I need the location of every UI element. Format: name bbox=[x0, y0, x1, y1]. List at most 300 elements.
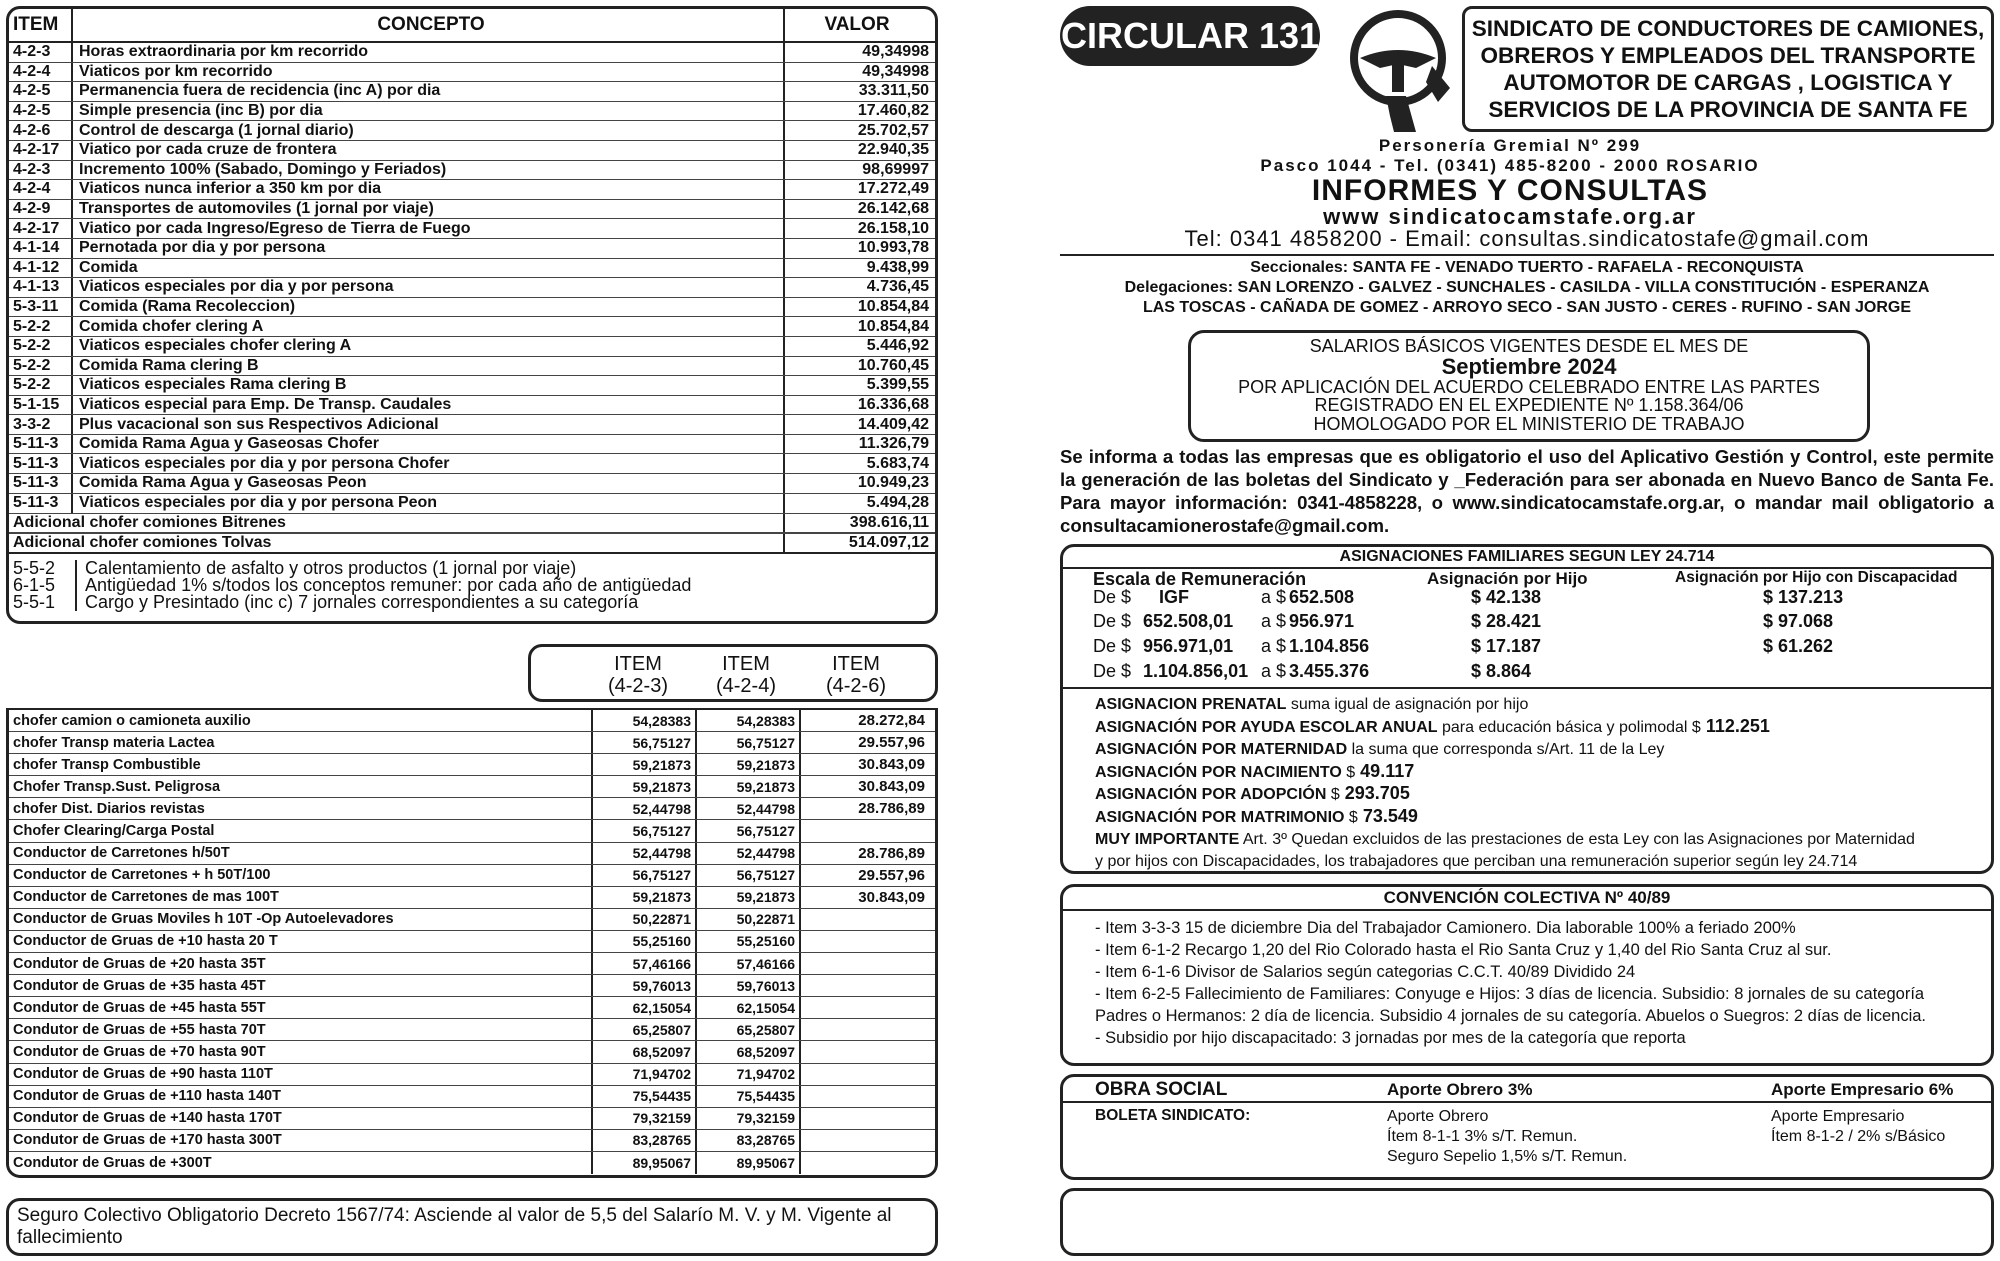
row-concepto: Viaticos especiales Rama clering B bbox=[73, 376, 785, 395]
row-item: 5-11-3 bbox=[9, 494, 73, 514]
rate-name: chofer Transp materia Lactea bbox=[9, 732, 593, 753]
salarios-line: SALARIOS BÁSICOS VIGENTES DESDE EL MES DE bbox=[1309, 336, 1749, 356]
rate-4-2-3: 89,95067 bbox=[593, 1152, 697, 1174]
rate-4-2-4: 54,28383 bbox=[697, 710, 801, 731]
rate-4-2-4: 83,28765 bbox=[697, 1130, 801, 1151]
union-name-box bbox=[1462, 6, 1994, 132]
convencion-line: - Item 6-1-6 Divisor de Salarios según categorias C.C.T. 40/89 Dividido 24 bbox=[1095, 963, 1636, 981]
row-concepto: Viatico por cada cruze de frontera bbox=[73, 141, 785, 160]
row-concepto: Comida chofer clering A bbox=[73, 317, 785, 336]
salarios-line: REGISTRADO EN EL EXPEDIENTE Nº 1.158.364/06 bbox=[1314, 395, 1744, 415]
item-code: (4-2-3) bbox=[607, 675, 668, 697]
asignacion-item bbox=[1095, 738, 1915, 761]
asignacion-text: $ bbox=[1326, 786, 1340, 803]
obra-line: Ítem 8-1-1 3% s/T. Remun. bbox=[1387, 1128, 1578, 1145]
row-valor: 11.326,79 bbox=[858, 435, 929, 453]
table-row bbox=[9, 180, 935, 200]
table-row bbox=[9, 732, 935, 754]
escala-a: a $ bbox=[1261, 661, 1287, 681]
rate-4-2-6: 30.843,09 bbox=[858, 778, 925, 796]
rate-name: Conductor de Carretones + h 50T/100 bbox=[9, 865, 593, 886]
wide-rows bbox=[9, 513, 935, 552]
rate-4-2-6: 30.843,09 bbox=[858, 756, 925, 774]
row-item: 4-2-4 bbox=[9, 63, 73, 82]
table-row bbox=[9, 454, 935, 474]
convencion-line: - Subsidio por hijo discapacitado: 3 jornadas por mes de la categoría que reporta bbox=[1095, 1029, 1686, 1047]
escala-to: 1.104.856 bbox=[1289, 636, 1370, 656]
table-row bbox=[9, 141, 935, 161]
row-item: 5-1-15 bbox=[9, 396, 73, 415]
table-row bbox=[9, 820, 935, 842]
rate-4-2-4: 59,21873 bbox=[697, 776, 801, 797]
rate-name: chofer camion o camioneta auxilio bbox=[9, 710, 593, 731]
union-line: OBREROS Y EMPLEADOS DEL TRANSPORTE bbox=[1480, 43, 1976, 68]
table-row bbox=[9, 200, 935, 220]
table-row bbox=[9, 975, 935, 997]
rate-4-2-3: 52,44798 bbox=[593, 843, 697, 864]
asig-hijo: $ 8.864 bbox=[1471, 661, 1532, 681]
steering-wheel-logo-icon bbox=[1346, 6, 1456, 136]
table-row bbox=[9, 239, 935, 259]
row-concepto: Viaticos especial para Emp. De Transp. Caudales bbox=[73, 396, 785, 415]
rate-4-2-6 bbox=[801, 1130, 931, 1151]
seccionales: Seccionales: SANTA FE - VENADO TUERTO - RAFAELA - RECONQUISTA bbox=[1250, 259, 1804, 276]
asignacion-last-line: y por hijos con Discapacidades, los trabajadores que perciban una remuneración superior según ley 24.714 bbox=[1095, 852, 1858, 870]
header-divider bbox=[1060, 254, 1994, 256]
asignacion-value: 112.251 bbox=[1700, 715, 1770, 736]
rate-4-2-4: 79,32159 bbox=[697, 1108, 801, 1129]
asignacion-label: MUY IMPORTANTE bbox=[1095, 831, 1240, 848]
escala-from: 652.508,01 bbox=[1143, 611, 1234, 631]
asignacion-value: 49.117 bbox=[1355, 760, 1415, 781]
table-row bbox=[9, 1108, 935, 1130]
col-escala: Escala de Remuneración bbox=[1093, 569, 1307, 589]
rate-name: Condutor de Gruas de +90 hasta 110T bbox=[9, 1064, 593, 1085]
row-valor: 49,34998 bbox=[862, 43, 929, 61]
row-valor: 98,69997 bbox=[862, 160, 929, 178]
table-row bbox=[9, 513, 935, 533]
union-line: SINDICATO DE CONDUCTORES DE CAMIONES, bbox=[1471, 16, 1985, 41]
notes-texts bbox=[77, 560, 691, 611]
row-item: 5-2-2 bbox=[9, 357, 73, 376]
rate-4-2-6 bbox=[801, 909, 931, 930]
escala-de: De $ bbox=[1093, 661, 1132, 681]
rate-name: Condutor de Gruas de +70 hasta 90T bbox=[9, 1041, 593, 1062]
table-row bbox=[9, 278, 935, 298]
row-valor: 4.736,45 bbox=[866, 278, 929, 296]
table-row bbox=[9, 1041, 935, 1063]
asignacion-item bbox=[1095, 716, 1915, 739]
asignacion-value: 73.549 bbox=[1357, 805, 1418, 826]
row-valor: 25.702,57 bbox=[857, 121, 929, 139]
table-row bbox=[9, 997, 935, 1019]
escala-from: IGF bbox=[1159, 587, 1189, 607]
rate-4-2-6 bbox=[801, 975, 931, 996]
rate-4-2-6 bbox=[801, 1152, 931, 1174]
asignacion-text: Art. 3º Quedan excluidos de las prestaciones de esta Ley con las Asignaciones por Maternidad bbox=[1239, 831, 1915, 848]
header-item: ITEM bbox=[9, 9, 73, 41]
row-concepto: Viaticos nunca inferior a 350 km por dia bbox=[73, 180, 785, 199]
table-row bbox=[9, 754, 935, 776]
table-row bbox=[9, 1064, 935, 1086]
rate-4-2-4: 50,22871 bbox=[697, 909, 801, 930]
convencion-title: CONVENCIÓN COLECTIVA Nº 40/89 bbox=[1063, 887, 1991, 911]
note-text: Antigüedad 1% s/todos los conceptos remuner: por cada año de antigüedad bbox=[85, 575, 692, 596]
delegaciones-1: Delegaciones: SAN LORENZO - GALVEZ - SUNCHALES - CASILDA - VILLA CONSTITUCIÓN - ESPERANZA bbox=[1124, 279, 1930, 296]
asignacion-label: ASIGNACIÓN POR ADOPCIÓN bbox=[1095, 786, 1327, 803]
item-header-col bbox=[691, 653, 801, 697]
row-item: 4-1-13 bbox=[9, 278, 73, 297]
table-row bbox=[9, 219, 935, 239]
asig-hijo: $ 28.421 bbox=[1471, 611, 1542, 631]
escala-de: De $ bbox=[1093, 636, 1132, 656]
obra-col-1 bbox=[1387, 1107, 1627, 1167]
row-item: 4-1-12 bbox=[9, 259, 73, 278]
table-row bbox=[9, 533, 935, 553]
asignacion-label: ASIGNACIÓN POR NACIMIENTO bbox=[1095, 763, 1342, 781]
table-row bbox=[9, 474, 935, 494]
row-concepto: Viaticos especiales por dia y por persona Chofer bbox=[73, 454, 785, 473]
row-concepto: Comida Rama clering B bbox=[73, 357, 785, 376]
row-valor: 17.460,82 bbox=[857, 102, 929, 120]
escala-to: 956.971 bbox=[1289, 611, 1355, 631]
row-concepto: Viatico por cada Ingreso/Egreso de Tierra de Fuego bbox=[73, 219, 785, 238]
rate-4-2-4: 71,94702 bbox=[697, 1064, 801, 1085]
escala-a: a $ bbox=[1261, 636, 1287, 656]
rate-name: chofer Dist. Diarios revistas bbox=[9, 798, 593, 819]
blank-box bbox=[1060, 1188, 1994, 1256]
table-row bbox=[9, 396, 935, 416]
table-row bbox=[9, 43, 935, 63]
obra-line: Seguro Sepelio 1,5% s/T. Remun. bbox=[1387, 1148, 1628, 1165]
row-item: 4-2-17 bbox=[9, 219, 73, 238]
rate-name: Condutor de Gruas de +45 hasta 55T bbox=[9, 997, 593, 1018]
website: www sindicatocamstafe.org.ar bbox=[1323, 204, 1697, 229]
row-concepto: Permanencia fuera de recidencia (inc A) por dia bbox=[73, 82, 785, 101]
rate-4-2-3: 71,94702 bbox=[593, 1064, 697, 1085]
table-row bbox=[9, 865, 935, 887]
table-row bbox=[9, 63, 935, 83]
rate-4-2-4: 57,46166 bbox=[697, 953, 801, 974]
row-valor: 26.158,10 bbox=[857, 219, 929, 237]
rate-4-2-4: 52,44798 bbox=[697, 843, 801, 864]
note-item: 6-1-5 bbox=[13, 575, 56, 596]
escala-a: a $ bbox=[1261, 587, 1287, 607]
row-item: 4-2-9 bbox=[9, 200, 73, 219]
rate-4-2-6 bbox=[801, 953, 931, 974]
row-valor: 5.683,74 bbox=[866, 454, 929, 472]
rate-4-2-4: 59,21873 bbox=[697, 754, 801, 775]
contact-line: Tel: 0341 4858200 - Email: consultas.sindicatostafe@gmail.com bbox=[1184, 226, 1870, 251]
circular-badge: CIRCULAR 131 bbox=[1060, 6, 1320, 66]
escala-to: 3.455.376 bbox=[1289, 661, 1370, 681]
row-item: 4-2-5 bbox=[9, 82, 73, 101]
concept-table bbox=[6, 6, 938, 624]
row-valor: 26.142,68 bbox=[857, 200, 929, 218]
item-label: ITEM bbox=[832, 653, 880, 675]
row-concepto: Comida Rama Agua y Gaseosas Peon bbox=[73, 474, 785, 493]
row-concepto: Transportes de automoviles (1 jornal por viaje) bbox=[73, 200, 785, 219]
row-item: 3-3-2 bbox=[9, 415, 73, 434]
table-row bbox=[9, 494, 935, 514]
rate-name: Condutor de Gruas de +20 hasta 35T bbox=[9, 953, 593, 974]
row-concepto: Comida bbox=[73, 259, 785, 278]
row-concepto: Horas extraordinaria por km recorrido bbox=[73, 43, 785, 62]
asignacion-item bbox=[1095, 693, 1915, 716]
rate-name: Condutor de Gruas de +110 hasta 140T bbox=[9, 1086, 593, 1107]
table-row bbox=[9, 887, 935, 909]
salarios-line: POR APLICACIÓN DEL ACUERDO CELEBRADO ENTRE LAS PARTES bbox=[1238, 376, 1820, 397]
rate-4-2-3: 79,32159 bbox=[593, 1108, 697, 1129]
table-row bbox=[9, 1019, 935, 1041]
row-valor: 10.760,45 bbox=[857, 356, 929, 374]
row-item: 4-2-3 bbox=[9, 161, 73, 180]
row-valor: 10.993,78 bbox=[857, 239, 929, 257]
row-valor: 514.097,12 bbox=[848, 534, 929, 552]
table-row bbox=[9, 435, 935, 455]
rate-4-2-3: 56,75127 bbox=[593, 732, 697, 753]
col-hijo: Asignación por Hijo bbox=[1427, 569, 1588, 588]
rate-name: Conductor de Carretones de mas 100T bbox=[9, 887, 593, 908]
rate-4-2-3: 56,75127 bbox=[593, 820, 697, 841]
rate-name: Condutor de Gruas de +170 hasta 300T bbox=[9, 1130, 593, 1151]
aporte-empresario: Aporte Empresario 6% bbox=[1771, 1080, 1954, 1099]
row-concepto: Comida (Rama Recoleccion) bbox=[73, 298, 785, 317]
obra-line: Ítem 8-1-2 / 2% s/Básico bbox=[1771, 1128, 1946, 1145]
obra-col-2 bbox=[1771, 1107, 1945, 1147]
rate-name: Chofer Transp.Sust. Peligrosa bbox=[9, 776, 593, 797]
rate-4-2-6 bbox=[801, 1019, 931, 1040]
row-valor: 33.311,50 bbox=[858, 82, 929, 100]
address: Pasco 1044 - Tel. (0341) 485-8200 - 2000 ROSARIO bbox=[1260, 156, 1760, 175]
rate-4-2-3: 59,21873 bbox=[593, 776, 697, 797]
escala-a: a $ bbox=[1261, 611, 1287, 631]
asignacion-label: ASIGNACIÓN POR MATRIMONIO bbox=[1095, 808, 1345, 826]
row-item: 5-11-3 bbox=[9, 454, 73, 473]
convencion-line: - Item 3-3-3 15 de diciembre Dia del Trabajador Camionero. Dia laborable 100% a feriado 200% bbox=[1095, 919, 1796, 937]
rate-4-2-4: 68,52097 bbox=[697, 1041, 801, 1062]
asignacion-item bbox=[1095, 828, 1915, 851]
row-item: 4-2-5 bbox=[9, 102, 73, 121]
asig-disc: $ 137.213 bbox=[1763, 587, 1844, 607]
asignacion-text: $ bbox=[1344, 808, 1358, 826]
asignacion-label: ASIGNACIÓN POR AYUDA ESCOLAR ANUAL bbox=[1095, 718, 1438, 736]
item-header bbox=[528, 644, 938, 702]
asignacion-label: ASIGNACIÓN POR MATERNIDAD bbox=[1095, 741, 1348, 758]
table-row bbox=[9, 931, 935, 953]
rate-4-2-3: 54,28383 bbox=[593, 710, 697, 731]
asignacion-text: la suma que corresponda s/Art. 11 de la Ley bbox=[1347, 741, 1665, 758]
note-text: Calentamiento de asfalto y otros productos (1 jornal por viaje) bbox=[85, 558, 577, 579]
rate-4-2-3: 50,22871 bbox=[593, 909, 697, 930]
row-concepto: Simple presencia (inc B) por dia bbox=[73, 102, 785, 121]
table-row bbox=[9, 909, 935, 931]
rate-name: Chofer Clearing/Carga Postal bbox=[9, 820, 593, 841]
rate-4-2-4: 75,54435 bbox=[697, 1086, 801, 1107]
table-row bbox=[9, 82, 935, 102]
table-row bbox=[9, 776, 935, 798]
row-valor: 14.409,42 bbox=[857, 415, 929, 433]
row-concepto: Plus vacacional son sus Respectivos Adicional bbox=[73, 415, 785, 434]
asignacion-label: ASIGNACION PRENATAL bbox=[1095, 696, 1287, 713]
rate-4-2-6: 28.786,89 bbox=[858, 844, 925, 862]
obra-line: Aporte Empresario bbox=[1771, 1108, 1905, 1125]
union-line: SERVICIOS DE LA PROVINCIA DE SANTA FE bbox=[1488, 97, 1968, 122]
asignacion-text: suma igual de asignación por hijo bbox=[1286, 696, 1529, 713]
asig-disc: $ 97.068 bbox=[1763, 611, 1834, 631]
row-item: 5-2-2 bbox=[9, 337, 73, 356]
union-line: AUTOMOTOR DE CARGAS , LOGISTICA Y bbox=[1503, 70, 1953, 95]
item-code: (4-2-6) bbox=[825, 675, 886, 697]
row-valor: 22.940,35 bbox=[857, 141, 929, 159]
rate-4-2-4: 59,21873 bbox=[697, 887, 801, 908]
rate-4-2-4: 56,75127 bbox=[697, 732, 801, 753]
row-valor: 10.949,23 bbox=[857, 474, 929, 492]
obra-social-header bbox=[1063, 1077, 1991, 1103]
item-header-col bbox=[801, 653, 911, 697]
rate-name: Conductor de Gruas de +10 hasta 20 T bbox=[9, 931, 593, 952]
escala-de: De $ bbox=[1093, 587, 1132, 607]
rate-name: chofer Transp Combustible bbox=[9, 754, 593, 775]
escala-to: 652.508 bbox=[1289, 587, 1355, 607]
rate-4-2-4: 65,25807 bbox=[697, 1019, 801, 1040]
table-row bbox=[9, 337, 935, 357]
salarios-line: HOMOLOGADO POR EL MINISTERIO DE TRABAJO bbox=[1313, 413, 1745, 434]
asignaciones-list bbox=[1095, 693, 1915, 872]
convencion-box bbox=[1060, 884, 1994, 1066]
row-item: 5-11-3 bbox=[9, 435, 73, 454]
row-valor: 398.616,11 bbox=[849, 514, 929, 532]
obra-line: Aporte Obrero bbox=[1387, 1108, 1489, 1125]
row-item: 4-1-14 bbox=[9, 239, 73, 258]
table-row bbox=[9, 415, 935, 435]
rate-4-2-4: 62,15054 bbox=[697, 997, 801, 1018]
rate-4-2-4: 55,25160 bbox=[697, 931, 801, 952]
col-discapacidad: Asignación por Hijo con Discapacidad bbox=[1675, 569, 1958, 586]
header-valor: VALOR bbox=[824, 14, 890, 35]
table-row bbox=[9, 1086, 935, 1108]
rate-4-2-6: 28.786,89 bbox=[858, 800, 925, 818]
asignacion-text: para educación básica y polimodal $ bbox=[1437, 718, 1701, 736]
convencion-line: - Item 6-2-5 Fallecimiento de Familiares: Conyuge e Hijos: 3 días de licencia. Subsidio: 8 jornales de su categoría bbox=[1095, 985, 1925, 1003]
note-item: 5-5-1 bbox=[13, 592, 56, 613]
table-row bbox=[9, 376, 935, 396]
seguro-note: Seguro Colectivo Obligatorio Decreto 1567/74: Asciende al valor de 5,5 del Salarío M. V. y M. Vigente al fallecimiento bbox=[6, 1198, 938, 1256]
rate-4-2-6 bbox=[801, 1041, 931, 1062]
rate-4-2-3: 68,52097 bbox=[593, 1041, 697, 1062]
info-paragraph: Se informa a todas las empresas que es obligatorio el uso del Aplicativo Gestión y Control, este permite la generación de las boletas del Sindicato y _Federación para ser abonada en Nuevo Banco de Santa Fe. Para mayor información: 0341-4858228, o www.sindicatocamstafe.org.ar, o mandar mail obligatorio a consultacamionerostafe@gmail.com. bbox=[1060, 446, 1994, 536]
row-item: 4-2-17 bbox=[9, 141, 73, 160]
note-text: Cargo y Presintado (inc c) 7 jornales correspondientes a su categoría bbox=[85, 592, 639, 613]
row-concepto: Pernotada por dia y por persona bbox=[73, 239, 785, 258]
item-header-col bbox=[583, 653, 693, 697]
informes-title: INFORMES Y CONSULTAS bbox=[1311, 174, 1709, 207]
boleta-sindicato: BOLETA SINDICATO: bbox=[1095, 1107, 1251, 1124]
table-row bbox=[9, 710, 935, 732]
rate-4-2-6: 30.843,09 bbox=[858, 888, 925, 906]
row-valor: 49,34998 bbox=[862, 62, 929, 80]
rate-4-2-3: 55,25160 bbox=[593, 931, 697, 952]
table-row bbox=[9, 298, 935, 318]
aporte-obrero: Aporte Obrero 3% bbox=[1387, 1080, 1533, 1099]
rate-4-2-4: 89,95067 bbox=[697, 1152, 801, 1174]
convencion-line: - Item 6-1-2 Recargo 1,20 del Rio Colorado hasta el Rio Santa Cruz y 1,40 del Rio Santa Cruz al sur. bbox=[1095, 941, 1832, 959]
row-concepto: Control de descarga (1 jornal diario) bbox=[73, 121, 785, 140]
item-label: ITEM bbox=[614, 653, 662, 675]
row-concepto: Viaticos especiales chofer clering A bbox=[73, 337, 785, 356]
row-concepto: Comida Rama Agua y Gaseosas Chofer bbox=[73, 435, 785, 454]
salarios-month: Septiembre 2024 bbox=[1441, 353, 1617, 379]
concept-notes bbox=[9, 552, 935, 617]
header-concepto: CONCEPTO bbox=[73, 9, 785, 41]
row-concepto: Viaticos por km recorrido bbox=[73, 63, 785, 82]
table-row bbox=[9, 357, 935, 377]
rate-4-2-6: 29.557,96 bbox=[858, 734, 925, 752]
row-item: 5-2-2 bbox=[9, 317, 73, 336]
row-concepto: Viaticos especiales por dia y por persona bbox=[73, 278, 785, 297]
row-concepto: Adicional chofer comiones Tolvas bbox=[9, 534, 785, 553]
rate-name: Condutor de Gruas de +300T bbox=[9, 1152, 593, 1174]
asignacion-text: $ bbox=[1341, 763, 1356, 781]
table-row bbox=[9, 843, 935, 865]
notes-items bbox=[13, 560, 77, 611]
row-item: 5-2-2 bbox=[9, 376, 73, 395]
row-valor: 5.494,28 bbox=[866, 494, 929, 512]
item-label: ITEM bbox=[722, 653, 770, 675]
rate-4-2-4: 56,75127 bbox=[697, 865, 801, 886]
rate-4-2-3: 75,54435 bbox=[593, 1086, 697, 1107]
asignaciones-title: ASIGNACIONES FAMILIARES SEGUN LEY 24.714 bbox=[1063, 547, 1991, 569]
rate-4-2-4: 56,75127 bbox=[697, 820, 801, 841]
convencion-line: Padres o Hermanos: 2 día de licencia. Subsidio 4 jornales de su categoría. Abuelos o Suegros: 2 días de licencia. bbox=[1095, 1007, 1927, 1025]
rate-4-2-4: 52,44798 bbox=[697, 798, 801, 819]
table-row bbox=[9, 161, 935, 181]
union-name bbox=[1472, 15, 1985, 123]
rate-4-2-6 bbox=[801, 997, 931, 1018]
table-row bbox=[9, 102, 935, 122]
table-row bbox=[9, 259, 935, 279]
row-concepto: Incremento 100% (Sabado, Domingo y Feriados) bbox=[73, 161, 785, 180]
rate-name: Condutor de Gruas de +140 hasta 170T bbox=[9, 1108, 593, 1129]
table-row bbox=[9, 1152, 935, 1174]
asignaciones-box bbox=[1060, 544, 1994, 874]
row-valor: 17.272,49 bbox=[857, 180, 929, 198]
row-valor: 10.854,84 bbox=[857, 317, 929, 335]
item-code: (4-2-4) bbox=[715, 675, 776, 697]
row-concepto: Adicional chofer comiones Bitrenes bbox=[9, 514, 785, 532]
row-valor: 5.399,55 bbox=[866, 376, 929, 394]
salarios-box bbox=[1188, 330, 1870, 442]
row-valor: 10.854,84 bbox=[857, 298, 929, 316]
escala-from: 1.104.856,01 bbox=[1143, 661, 1249, 681]
table-row bbox=[9, 953, 935, 975]
row-item: 4-2-6 bbox=[9, 121, 73, 140]
rate-4-2-3: 56,75127 bbox=[593, 865, 697, 886]
concept-table-header bbox=[9, 9, 935, 43]
asig-hijo: $ 42.138 bbox=[1471, 587, 1542, 607]
rates-table bbox=[6, 708, 938, 1178]
escala-from: 956.971,01 bbox=[1143, 636, 1234, 656]
rate-4-2-3: 57,46166 bbox=[593, 953, 697, 974]
asig-disc: $ 61.262 bbox=[1763, 636, 1834, 656]
table-row bbox=[9, 121, 935, 141]
row-valor: 9.438,99 bbox=[866, 258, 929, 276]
concept-rows bbox=[9, 43, 935, 513]
rate-name: Conductor de Gruas Moviles h 10T -Op Autoelevadores bbox=[9, 909, 593, 930]
obra-social-title: OBRA SOCIAL bbox=[1095, 1079, 1228, 1100]
rate-4-2-6 bbox=[801, 1108, 931, 1129]
asignacion-item bbox=[1095, 806, 1915, 829]
